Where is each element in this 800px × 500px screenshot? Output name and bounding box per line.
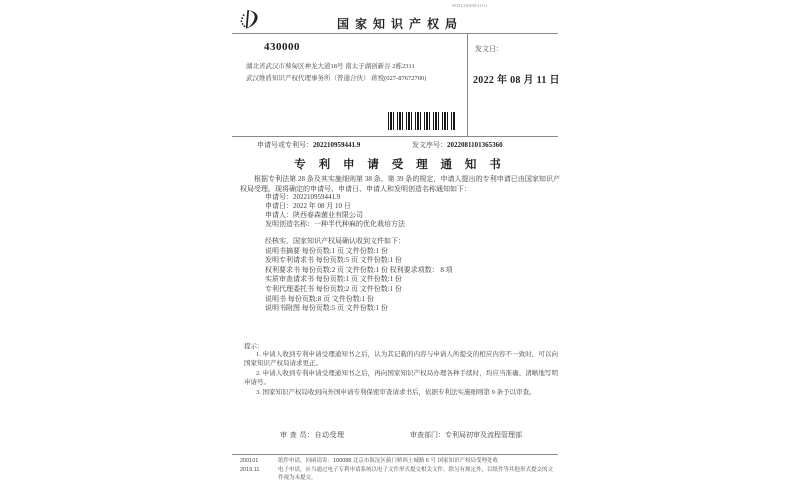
field-invention-title <box>265 220 405 229</box>
application-fields <box>265 193 405 229</box>
received-item: 发明专利请求书 每份页数:5 页 文件份数:1 份 <box>265 256 402 265</box>
received-item: 说明书摘要 每份页数:1 页 文件份数:1 份 <box>265 246 388 255</box>
dispatch-serial-value: 2022081101365360 <box>447 141 503 149</box>
dispatch-serial <box>412 140 503 150</box>
examining-department <box>410 430 522 440</box>
field-application-number <box>265 193 405 202</box>
received-item: 说明书 每份页数:8 页 文件份数:1 份 <box>265 294 374 303</box>
patent-acceptance-notice-page <box>230 0 570 500</box>
dispatch-date-value: 2022 年 08 月 11 日 <box>473 75 560 86</box>
department-label: 审查部门： <box>410 431 445 439</box>
field-label: 发明创造名称： <box>265 220 314 228</box>
examiner-value: 自动受理 <box>314 431 345 439</box>
field-label: 申请人： <box>265 211 293 219</box>
field-label: 申请号： <box>265 193 293 201</box>
dispatch-box-divider <box>467 33 468 137</box>
received-documents-list <box>265 237 453 314</box>
field-value: 陕西春森菌业有限公司 <box>293 211 363 219</box>
application-number-value: 202210959441.9 <box>313 141 361 149</box>
received-item: 专利代理委托书 每份页数:2 页 文件份数:1 份 <box>265 284 402 293</box>
top-serial-code: WD2208081101 <box>452 3 488 8</box>
application-number <box>257 140 360 150</box>
examiner <box>280 430 345 440</box>
addressee-address-line1: 湖北省武汉市蔡甸区神龙大道18号 南太子湖创新谷 2栋2311 <box>246 63 415 70</box>
received-item: 实质审查请求书 每份页数:1 页 文件份数:1 份 <box>265 275 402 284</box>
agency-name-heading: 国家知识产权局 <box>336 17 463 31</box>
footer-text: 纸件申请，回函请寄：100088 北京市海淀区蓟门桥西土城路 6 号 国家知识产权局受理处收 <box>278 458 499 464</box>
received-item: 权利要求书 每份页数:2 页 文件份数:1 份 权利要求项数： 8 项 <box>265 265 453 274</box>
field-value: 一种半代种麻的优化栽培方法 <box>314 220 405 228</box>
received-intro: 经核实，国家知识产权局确认收到文件如下： <box>265 237 405 245</box>
form-revision: 2019.11 <box>240 467 260 473</box>
department-value: 专利局初审及流程管理部 <box>445 431 522 439</box>
field-value: 202210959441.9 <box>293 193 341 201</box>
received-item: 说明书附图 每份页数:5 页 文件份数:1 份 <box>265 304 388 313</box>
field-value: 2022 年 08 月 10 日 <box>293 202 351 210</box>
notes-list <box>244 350 558 397</box>
dispatch-serial-label: 发文序号： <box>412 141 447 149</box>
footer-divider <box>232 454 558 455</box>
field-label: 申请日： <box>265 202 293 210</box>
application-number-label: 申请号或专利号： <box>257 141 313 149</box>
dispatch-date-label: 发文日： <box>475 45 503 53</box>
barcode <box>388 112 456 130</box>
note-item: 2. 申请人收到专利申请受理通知书之后，再向国家知识产权局办理各种手续时，均应当准确、清晰地写明申请号。 <box>244 369 558 387</box>
footer-text: 电子申请，应当通过电子专利申请系统以电子文件形式提交相关文件。除另有规定外，以纸件等其他形式提交的文件视为未提交。 <box>278 467 554 481</box>
examiner-label: 审 查 员： <box>280 431 315 439</box>
addressee-postcode: 430000 <box>264 41 300 53</box>
notice-title: 专 利 申 请 受 理 通 知 书 <box>294 159 506 171</box>
field-filing-date <box>265 202 405 211</box>
note-item: 1. 申请人收到专利申请受理通知书之后，认为其记载的内容与申请人所提交的相应内容不一致时，可以向国家知识产权局请求更正。 <box>244 351 558 368</box>
notice-body-paragraph: 根据专利法第 28 条及其实施细则第 38 条、第 39 条的规定，申请人提出的专利申请已由国家知识产权局受理。现将确定的申请号、申请日、申请人和发明创造名称通知如下： <box>240 175 560 193</box>
notes-heading: 提示： <box>244 343 264 350</box>
addressee-address-line2: 武汉维盾知识产权代理事务所（普通合伙） 蒋悦(027-87672700) <box>246 75 427 82</box>
header-divider <box>232 33 558 34</box>
field-applicant <box>265 211 405 220</box>
reference-row-divider <box>232 136 558 137</box>
form-code: 200101 <box>240 458 259 464</box>
note-item: 3. 国家知识产权局收到向外国申请专利保密审查请求书后，依据专利法实施细则第 9 条予以审查。 <box>256 388 536 396</box>
